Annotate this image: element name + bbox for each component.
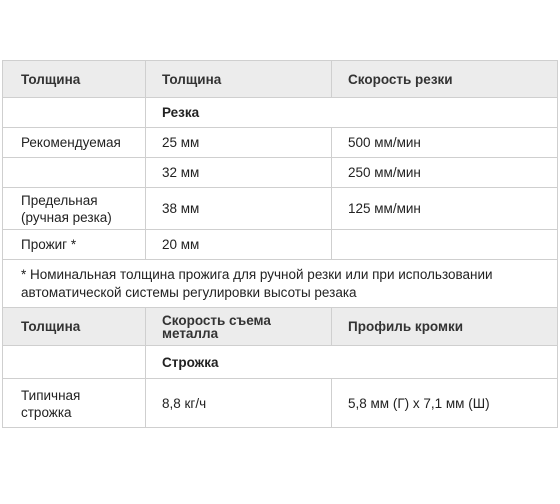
table-row [3, 230, 558, 260]
row-speed: 125 мм/мин [332, 188, 558, 230]
header2-removal-rate-line1: Скорость съема [162, 312, 271, 328]
row-label-max-line1: Предельная [21, 193, 98, 208]
table-row [3, 379, 558, 428]
header-thickness-label: Толщина [3, 61, 146, 98]
row-removal-rate: 8,8 кг/ч [146, 379, 332, 428]
row-label-pierce: Прожиг * [3, 230, 146, 260]
section-row-gouging [3, 346, 558, 379]
row-label-typical-line2: строжка [21, 404, 72, 420]
table-header-row [3, 61, 558, 98]
row-thickness: 25 мм [146, 128, 332, 158]
table-row [3, 158, 558, 188]
section-title-gouging: Строжка [146, 346, 558, 379]
row-label-typical-gouging [3, 379, 146, 428]
row-thickness: 38 мм [146, 188, 332, 230]
row-edge-profile: 5,8 мм (Г) x 7,1 мм (Ш) [332, 379, 558, 428]
section-title-cutting: Резка [146, 98, 558, 128]
table-header-row-2 [3, 308, 558, 346]
footnote-row [3, 260, 558, 308]
row-speed: 250 мм/мин [332, 158, 558, 188]
row-thickness: 32 мм [146, 158, 332, 188]
header2-thickness: Толщина [3, 308, 146, 346]
table-row [3, 128, 558, 158]
row-thickness: 20 мм [146, 230, 332, 260]
header2-removal-rate [146, 308, 332, 346]
footnote-line2: автоматической системы регулировки высоты резака [21, 284, 357, 300]
row-label-max [3, 188, 146, 230]
row-label-typical-line1: Типичная [21, 387, 81, 403]
row-label-empty [3, 158, 146, 188]
header-thickness: Толщина [146, 61, 332, 98]
row-label-recommended: Рекомендуемая [3, 128, 146, 158]
header-cutting-speed: Скорость резки [332, 61, 558, 98]
specifications-table [2, 60, 558, 428]
section-row-cutting [3, 98, 558, 128]
footnote [3, 260, 558, 308]
row-speed: 500 мм/мин [332, 128, 558, 158]
header2-removal-rate-line2: металла [162, 325, 219, 341]
table-row [3, 188, 558, 230]
row-speed [332, 230, 558, 260]
header2-edge-profile: Профиль кромки [332, 308, 558, 346]
row-label-max-line2: (ручная резка) [21, 210, 112, 225]
footnote-line1: * Номинальная толщина прожига для ручной резки или при использовании [21, 266, 493, 282]
